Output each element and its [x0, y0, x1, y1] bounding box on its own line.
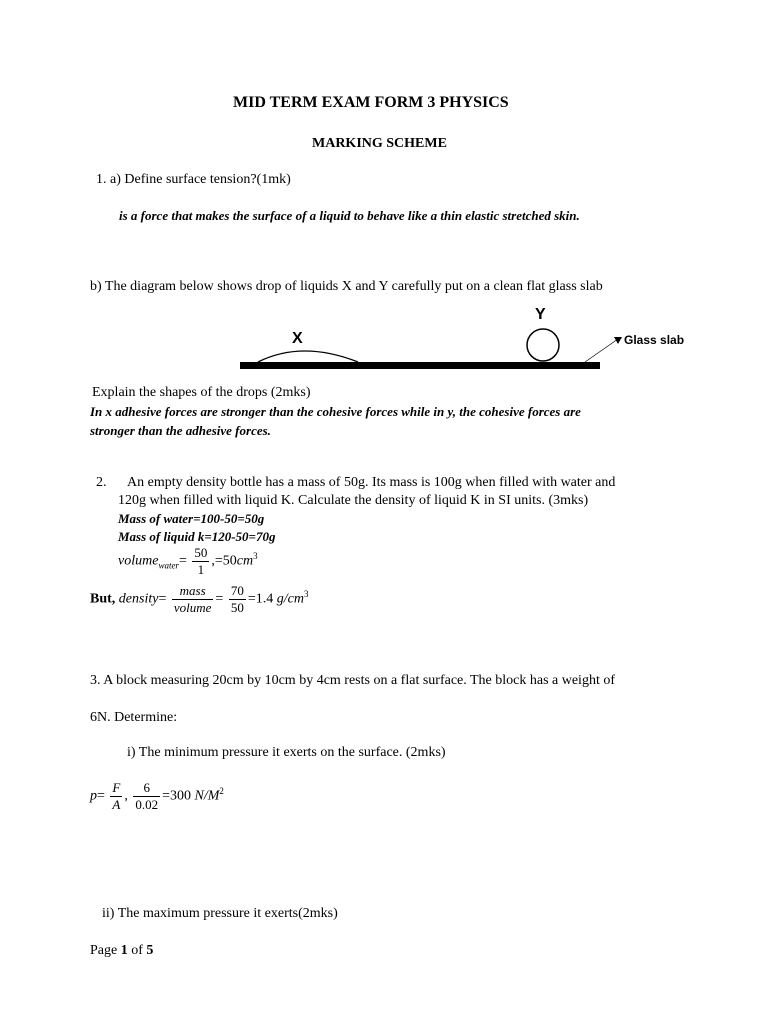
drop-y [527, 329, 559, 361]
q3-line1: 3. A block measuring 20cm by 10cm by 4cm rests on a flat surface. The block has a weight of [90, 673, 615, 688]
p-result: =300 [162, 788, 192, 804]
p-num1: F [112, 780, 121, 795]
p-fraction-1 [110, 780, 122, 813]
p-unit: N/M [194, 788, 220, 804]
dens-unit: g/cm [276, 591, 304, 607]
q1b-question: b) The diagram below shows drop of liquids X and Y carefully put on a clean flat glass slab [90, 279, 603, 294]
p-label: p [90, 788, 97, 804]
dens-num2: 70 [230, 583, 244, 598]
q1a-answer: is a force that makes the surface of a liquid to behave like a thin elastic stretched skin. [119, 208, 580, 223]
q2-line1: An empty density bottle has a mass of 50g. Its mass is 100g when filled with water and [127, 475, 616, 490]
page-number [90, 943, 153, 959]
vol-num: 50 [194, 545, 208, 560]
dens-num1: mass [172, 583, 214, 600]
q3-i-question: i) The minimum pressure it exerts on the surface. (2mks) [127, 745, 446, 760]
p-den2: 0.02 [135, 797, 159, 812]
drop-y-label: Y [535, 306, 546, 323]
page-title: MID TERM EXAM FORM 3 PHYSICS [233, 94, 509, 111]
glass-slab-label: Glass slab [624, 333, 685, 347]
dens-fraction-2 [229, 583, 246, 616]
p-fraction-2 [133, 780, 160, 813]
vol-unit: cm [236, 553, 254, 569]
q1a-question: 1. a) Define surface tension?(1mk) [96, 172, 291, 187]
p-den1: A [112, 797, 121, 812]
vol-den: 1 [197, 562, 205, 577]
drop-x [258, 351, 358, 362]
glass-slab [240, 362, 600, 369]
page-of: of [131, 943, 143, 958]
slab-pointer-line [585, 339, 618, 362]
vol-label: volume [118, 553, 159, 569]
q3-pressure-equation: p= $\frac{F}{A}$ , $\frac{6}{0.02}$ =300 $N/M^2$ [90, 780, 224, 812]
dens-den1: volume [173, 600, 212, 615]
dens-result: =1.4 [247, 591, 274, 607]
but-label: But, [90, 591, 116, 607]
density-label: density [118, 591, 159, 607]
page-current: 1 [120, 943, 128, 958]
dens-fraction-1 [172, 583, 214, 616]
q1b-answer-line2: stronger than the adhesive forces. [90, 423, 271, 438]
q2-mass-water: Mass of water=100-50=50g [118, 511, 265, 526]
q1b-prompt: Explain the shapes of the drops (2mks) [92, 385, 311, 400]
q2-density-equation: But, density= $\frac{\text{mass}}{\text{volume}}$ = $\frac{70}{50}$ =1.4 $g/cm^3$ [90, 583, 309, 615]
drop-x-label: X [292, 330, 303, 347]
page-total: 5 [146, 943, 154, 958]
glass-slab-diagram [230, 300, 710, 380]
q3-ii-question: ii) The maximum pressure it exerts(2mks) [102, 906, 338, 921]
p-exp: 2 [219, 786, 224, 797]
dens-den2: 50 [230, 600, 244, 615]
vol-result: =50 [214, 553, 237, 569]
q2-volume-equation: volume$_{water}$= $\frac{50}{1}$ $,=50cm^3$ [118, 545, 258, 577]
q2-mass-liquid: Mass of liquid k=120-50=70g [118, 529, 276, 544]
p-num2: 6 [133, 780, 160, 797]
slab-pointer-arrow-icon [614, 337, 622, 344]
vol-exp: 3 [253, 551, 258, 562]
q2-line2: 120g when filled with liquid K. Calculate the density of liquid K in SI units. (3mks) [118, 493, 589, 508]
q2-number: 2. [96, 475, 107, 490]
q3-line2: 6N. Determine: [90, 710, 178, 725]
vol-sub: water [158, 560, 179, 571]
page-subtitle: MARKING SCHEME [312, 136, 447, 151]
page-prefix: Page [90, 943, 118, 958]
dens-exp: 3 [303, 589, 309, 600]
q1b-answer-line1: In x adhesive forces are stronger than the cohesive forces while in y, the cohesive forces are [90, 404, 581, 419]
vol-fraction [192, 545, 209, 578]
